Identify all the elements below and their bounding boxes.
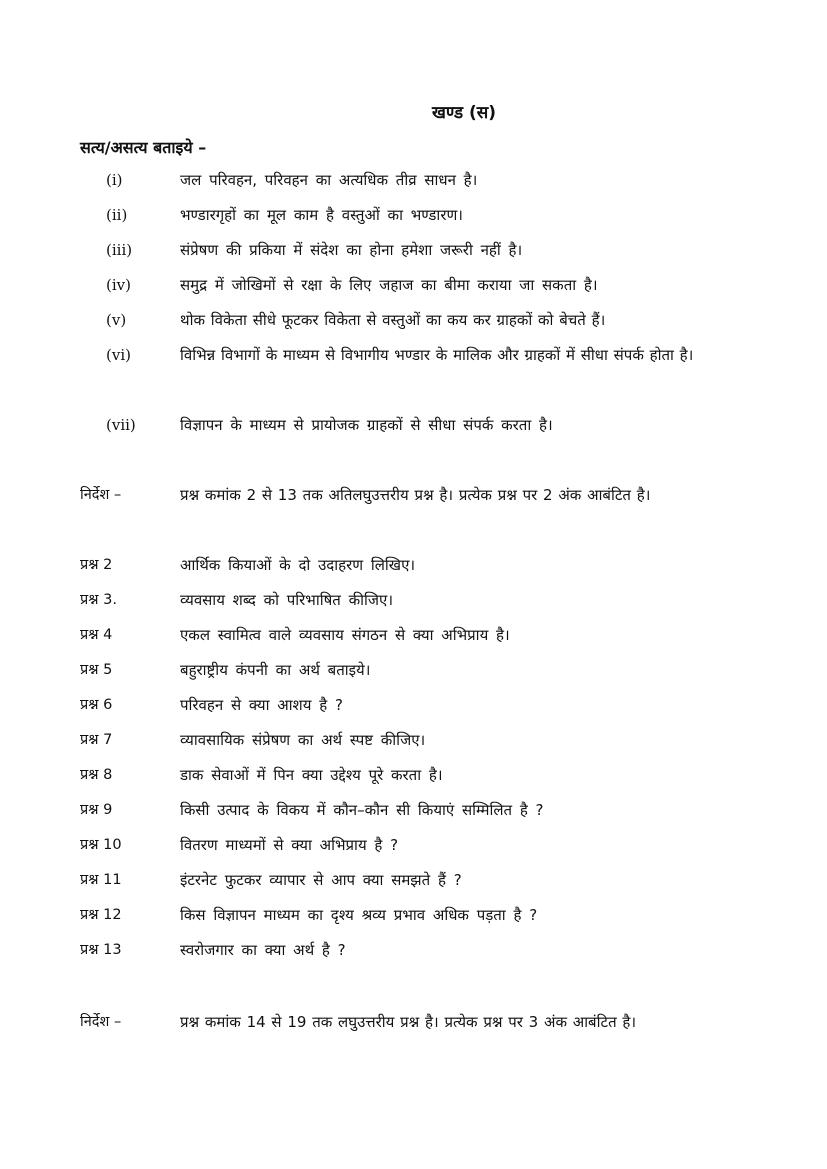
item-number: (v) [106,311,127,329]
question-number: प्रश्न 11 [80,872,122,888]
instruction-text: प्रश्न कमांक 14 से 19 तक लघुउत्तरीय प्रश्न है। प्रत्येक प्रश्न पर 3 अंक आबंटित है। [180,1013,637,1031]
item-text: जल परिवहन, परिवहन का अत्यधिक तीव्र साधन है। [180,171,478,189]
question-text: एकल स्वामित्व वाले व्यवसाय संगठन से क्या अभिप्राय है। [180,626,510,644]
item-number: (ii) [106,206,128,224]
instruction-text: प्रश्न कमांक 2 से 13 तक अतिलघुउत्तरीय प्रश्न है। प्रत्येक प्रश्न पर 2 अंक आबंटित है। [180,486,651,504]
question-text: किस विज्ञापन माध्यम का दृश्य श्रव्य प्रभाव अधिक पड़ता है ? [180,906,538,924]
question-text: परिवहन से क्या आशय है ? [180,696,343,714]
question-number: प्रश्न 6 [80,697,113,713]
question-number: प्रश्न 8 [80,767,113,783]
question-number: प्रश्न 13 [80,942,122,958]
question-text: वितरण माध्यमों से क्या अभिप्राय है ? [180,836,399,854]
question-text: व्यवसाय शब्द को परिभाषित कीजिए। [180,591,394,609]
item-number: (vi) [106,346,131,364]
question-number: प्रश्न 3. [80,592,117,608]
item-number: (iv) [106,276,131,294]
question-number: प्रश्न 12 [80,907,122,923]
question-number: प्रश्न 2 [80,557,113,573]
item-text: थोक विकेता सीधे फूटकर विकेता से वस्तुओं का कय कर ग्राहकों को बेचते हैं। [180,311,606,329]
true-false-heading: सत्य/असत्य बताइये – [80,138,207,157]
item-text: संप्रेषण की प्रकिया में संदेश का होना हमेशा जरूरी नहीं है। [180,241,523,259]
instruction-label: निर्देश – [80,1014,122,1030]
question-text: आर्थिक कियाओं के दो उदाहरण लिखिए। [180,556,416,574]
instruction-label: निर्देश – [80,487,122,503]
question-number: प्रश्न 4 [80,627,113,643]
question-text: बहुराष्ट्रीय कंपनी का अर्थ बताइये। [180,661,371,679]
item-text: समुद्र में जोखिमों से रक्षा के लिए जहाज का बीमा कराया जा सकता है। [180,276,598,294]
item-text: विभिन्न विभागों के माध्यम से विभागीय भण्डार के मालिक और ग्राहकों में सीधा संपर्क होता है। [180,346,694,364]
question-text: स्वरोजगार का क्या अर्थ है ? [180,941,346,959]
section-title: खण्ड (स) [432,103,497,123]
question-text: व्यावसायिक संप्रेषण का अर्थ स्पष्ट कीजिए। [180,731,426,749]
question-text: डाक सेवाओं में पिन क्या उद्देश्य पूरे करता है। [180,766,443,784]
question-number: प्रश्न 5 [80,662,113,678]
question-text: इंटरनेट फुटकर व्यापार से आप क्या समझते हैं ? [180,871,462,889]
item-number: (iii) [106,241,133,259]
item-text: भण्डारगृहों का मूल काम है वस्तुओं का भण्डारण। [180,206,463,224]
item-number: (vii) [106,416,136,434]
question-number: प्रश्न 10 [80,837,122,853]
question-number: प्रश्न 9 [80,802,113,818]
item-text: विज्ञापन के माध्यम से प्रायोजक ग्राहकों से सीधा संपर्क करता है। [180,416,553,434]
question-text: किसी उत्पाद के विकय में कौन–कौन सी कियाएं सम्मिलित है ? [180,801,544,819]
question-number: प्रश्न 7 [80,732,113,748]
item-number: (i) [106,171,123,189]
